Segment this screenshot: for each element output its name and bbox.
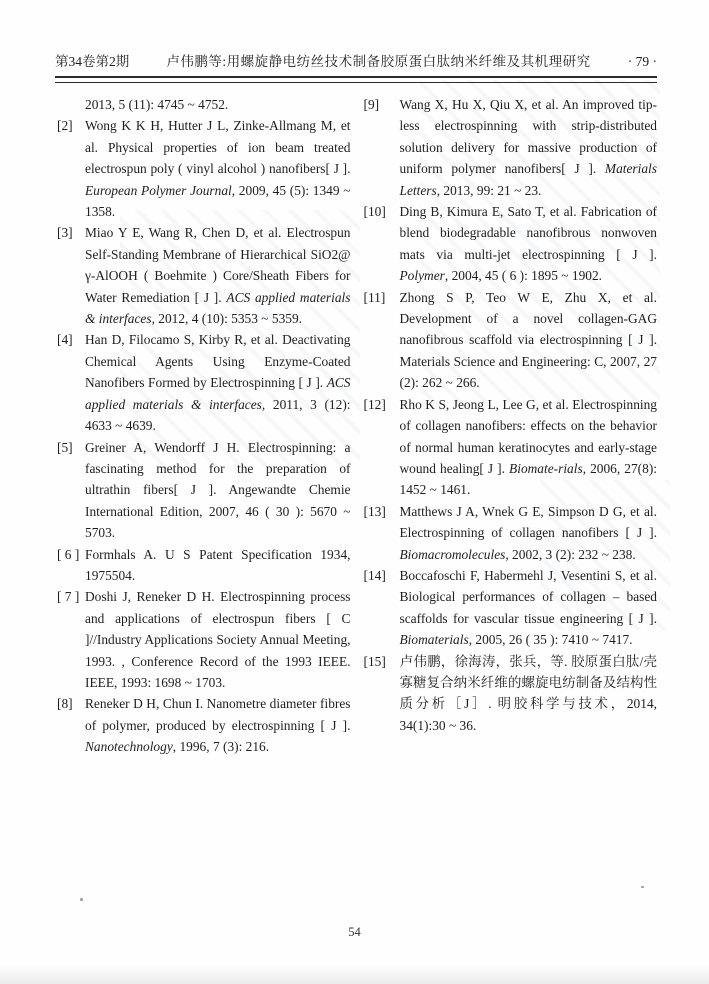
reference-text: , 1996, 7 (3): 216. — [172, 739, 270, 755]
journal-name: Biomate-rials — [509, 460, 583, 476]
reference-item — [364, 94, 658, 201]
reference-item — [57, 115, 351, 222]
reference-text: Reneker D H, Chun I. Nanometre diameter fibres of polymer, produced by electrospinning [ J ]. — [85, 696, 351, 733]
reference-text: Doshi J, Reneker D H. Electrospinning process and applications of electrospun fibers [ C ]//Industry Applications Society Annual Meeting, 1993. , Conference Record of the 1993 IEEE. IEEE, 1993: 1698 ~ 1703. — [85, 589, 351, 690]
reference-number: [5] — [57, 439, 73, 455]
scan-edge-shade — [0, 966, 709, 984]
reference-number: [9] — [363, 97, 380, 112]
reference-text: , 2002, 3 (2): 232 ~ 238. — [505, 546, 636, 562]
reference-item — [57, 329, 351, 436]
reference-number: [11] — [363, 289, 386, 305]
reference-item — [364, 201, 658, 287]
reference-item — [364, 287, 658, 394]
journal-name: Polymer — [399, 268, 445, 284]
reference-item — [57, 437, 351, 544]
reference-number: [8] — [57, 696, 73, 712]
reference-number: [ 7 ] — [57, 589, 80, 605]
journal-name: Biomaterials — [399, 632, 469, 648]
reference-number: [ 6 ] — [57, 546, 80, 562]
reference-item — [57, 693, 351, 757]
reference-text: Wong K K H, Hutter J L, Zinke-Allmang M, et al. Physical properties of ion beam treated electrospun poly ( vinyl alcohol ) nanofibers[ J ]. — [85, 118, 351, 177]
reference-item — [57, 222, 351, 329]
reference-item — [364, 501, 658, 565]
reference-text: , 2005, 26 ( 35 ): 7410 ~ 7417. — [468, 632, 633, 648]
reference-text: , 2012, 4 (10): 5353 ~ 5359. — [151, 311, 303, 327]
footer-page-number: 54 — [348, 925, 361, 939]
references-columns — [57, 94, 657, 758]
reference-number: [10] — [363, 204, 386, 220]
page-header — [55, 50, 657, 70]
reference-text: Formhals A. U S Patent Specification 1934, 1975504. — [85, 546, 351, 583]
reference-text: Han D, Filocamo S, Kirby R, et al. Deactivating Chemical Agents Using Enzyme-Coated Nanofibers Formed by Electrospinning [ J ]. — [85, 332, 351, 391]
reference-item — [57, 586, 351, 693]
reference-text: Miao Y E, Wang R, Chen D, et al. Electrospun Self-Standing Membrane of Hierarchical SiO2@ γ-AlOOH ( Boehmite ) Core/Sheath Fibers for Water Remediation [ J ]. — [85, 225, 351, 305]
reference-number: [15] — [363, 653, 386, 669]
reference-text: Greiner A, Wendorff J H. Electrospinning: a fascinating method for the preparation of ultrathin fibers[ J ]. Angewandte Chemie International Edition, 2007, 46 ( 30 ): 5670 ~ 5703. — [85, 439, 351, 541]
reference-text: , 2004, 45 ( 6 ): 1895 ~ 1902. — [444, 268, 603, 284]
reference-text: Matthews J A, Wnek G E, Simpson D G, et al. Electrospinning of collagen nanofibers [ J ]. — [399, 503, 657, 541]
reference-text: , 2013, 99: 21 ~ 23. — [436, 182, 542, 198]
reference-item — [364, 394, 658, 501]
journal-name: Materials Letters — [399, 161, 657, 198]
scan-speck — [80, 898, 83, 901]
reference-text: Ding B, Kimura E, Sato T, et al. Fabrication of blend biodegradable nanofibrous nonwoven mats via multi-jet electrospinning [ J ]. — [399, 204, 657, 262]
journal-name: ACS applied materials & interfaces — [85, 375, 351, 412]
journal-issue: 第34卷第2期 — [55, 54, 130, 69]
reference-item — [57, 544, 351, 587]
reference-number: [4] — [57, 332, 73, 348]
reference-text: , 2006, 27(8): 1452 ~ 1461. — [399, 460, 658, 498]
reference-text: 卢伟鹏，徐海涛，张兵，等. 胶原蛋白肽/壳寡糖复合纳米纤维的螺旋电纺制备及结构性质分析［J］. 明胶科学与技术，2014, 34(1):30 ~ 36. — [399, 653, 657, 733]
reference-item — [57, 94, 351, 115]
reference-text: Zhong S P, Teo W E, Zhu X, et al. Development of a novel collagen-GAG nanofibrous scaffold via electrospinning [ J ]. Materials Science and Engineering: C, 2007, 27 (2): 262 ~ 266. — [399, 289, 657, 391]
reference-number: [14] — [363, 567, 386, 583]
reference-text: , 2011, 3 (12): 4633 ~ 4639. — [85, 396, 351, 434]
reference-number: [2] — [57, 118, 73, 134]
references-column-right — [364, 94, 658, 758]
reference-text: , 2009, 45 (5): 1349 ~ 1358. — [85, 182, 351, 220]
journal-name: Nanotechnology — [85, 739, 173, 755]
references-column-left — [57, 94, 351, 758]
journal-name: Biomacromolecules — [399, 546, 506, 562]
header-double-rule — [55, 76, 657, 83]
reference-text: Rho K S, Jeong L, Lee G, et al. Electrospinning of collagen nanofibers: effects on the behavior of normal human keratinocytes and early-stage wound healing[ J ]. — [399, 396, 657, 476]
journal-name: European Polymer Journal — [85, 182, 232, 198]
reference-item — [364, 651, 658, 737]
reference-number: [12] — [363, 396, 386, 412]
page-footer — [0, 925, 709, 940]
scan-speck — [641, 886, 644, 888]
reference-text: 2013, 5 (11): 4745 ~ 4752. — [85, 97, 229, 112]
reference-number: [13] — [363, 503, 386, 519]
reference-text: Wang X, Hu X, Qiu X, et al. An improved tip-less electrospinning with strip-distributed solution delivery for massive production of uniform polymer nanofibers[ J ]. — [399, 97, 657, 177]
running-title: 卢伟鹏等:用螺旋静电纺丝技术制备胶原蛋白肽纳米纤维及其机理研究 — [166, 54, 591, 69]
reference-item — [364, 565, 658, 651]
reference-text: Boccafoschi F, Habermehl J, Vesentini S, et al. Biological performances of collagen – based scaffolds for vascular tissue engineering [ J ]. — [399, 567, 657, 626]
journal-name: ACS applied materials & interfaces — [85, 289, 351, 327]
reference-number: [3] — [57, 225, 73, 241]
page-number-marker: · 79 · — [627, 54, 657, 69]
